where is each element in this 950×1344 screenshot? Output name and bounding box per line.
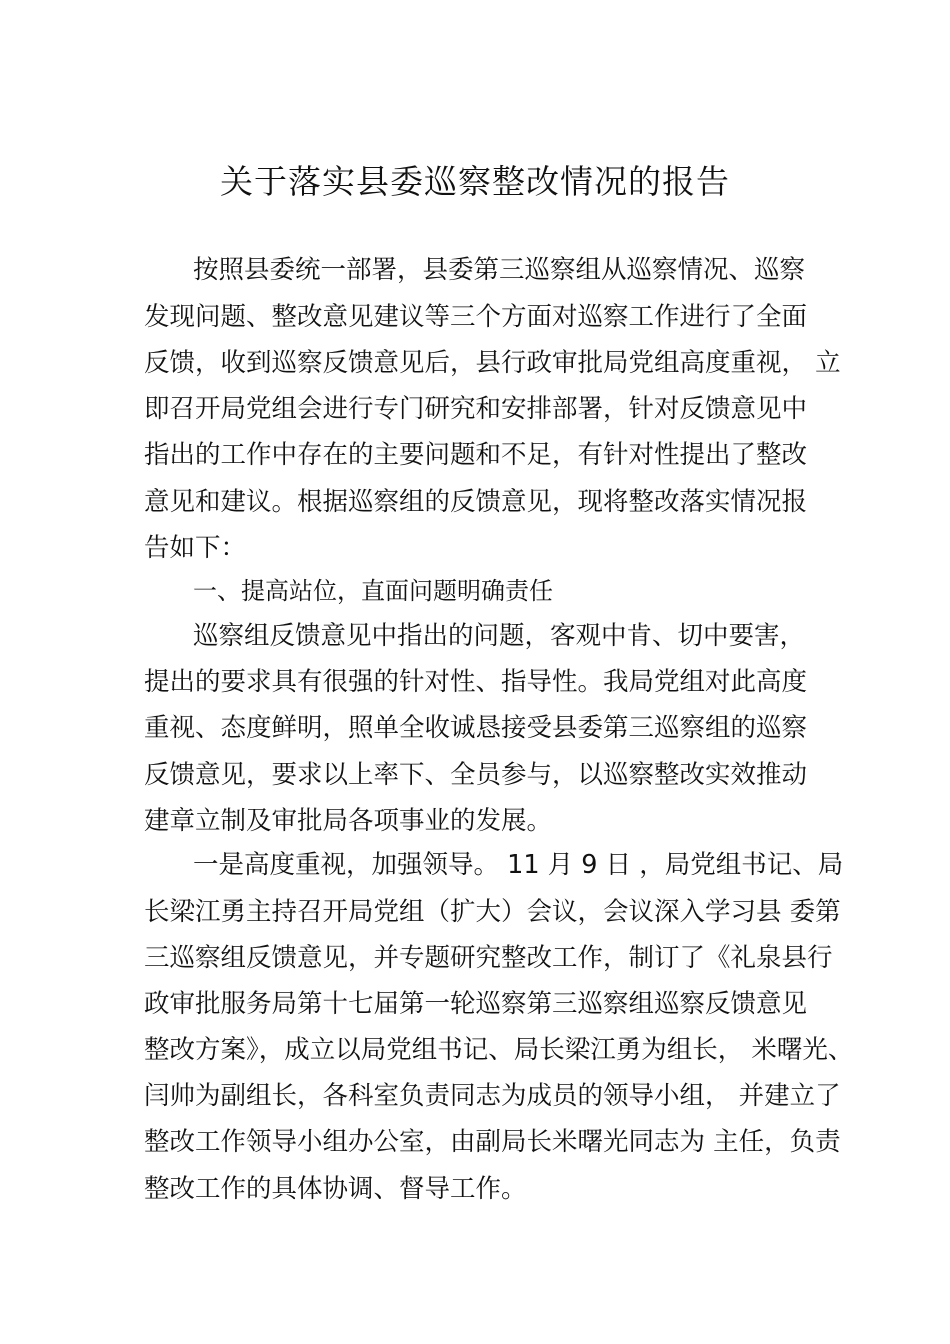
paragraph-line: 告如下： xyxy=(144,533,247,563)
paragraph-line: 提出的要求具有很强的针对性、指导性。我局党组对此高度 xyxy=(144,667,808,697)
paragraph-line: 三巡察组反馈意见，并专题研究整改工作，制订了《礼泉县行 xyxy=(144,943,833,973)
document-title: 关于落实县委巡察整改情况的报告 xyxy=(220,162,730,201)
paragraph-line: 反馈意见，要求以上率下、全员参与，以巡察整改实效推动 xyxy=(144,760,808,790)
paragraph-line: 发现问题、整改意见建议等三个方面对巡察工作进行了全面 xyxy=(144,302,808,332)
paragraph-line: 意见和建议。根据巡察组的反馈意见，现将整改落实情况报 xyxy=(144,487,808,517)
paragraph-line: 政审批服务局第十七届第一轮巡察第三巡察组巡察反馈意见 xyxy=(144,989,808,1019)
paragraph-line: 按照县委统一部署，县委第三巡察组从巡察情况、巡察 xyxy=(193,255,806,285)
paragraph-line: 整改方案》，成立以局党组书记、局长梁江勇为组长， 米曙光、 xyxy=(144,1035,854,1065)
paragraph-line: 整改工作的具体协调、督导工作。 xyxy=(144,1174,527,1204)
paragraph-line: 闫帅为副组长，各科室负责同志为成员的领导小组， 并建立了 xyxy=(144,1081,841,1111)
paragraph-line: 长梁江勇主持召开局党组（扩大）会议，会议深入学习县 委第 xyxy=(144,897,841,927)
paragraph-line: 建章立制及审批局各项事业的发展。 xyxy=(144,806,553,836)
section-heading: 一、提高站位，直面问题明确责任 xyxy=(193,577,553,605)
paragraph-line: 巡察组反馈意见中指出的问题，客观中肯、切中要害， xyxy=(193,621,806,651)
paragraph-line: 重视、态度鲜明，照单全收诚恳接受县委第三巡察组的巡察 xyxy=(144,713,808,743)
paragraph-line: 即召开局党组会进行专门研究和安排部署，针对反馈意见中 xyxy=(144,394,808,424)
paragraph-line: 反馈，收到巡察反馈意见后，县行政审批局党组高度重视， 立 xyxy=(144,348,841,378)
paragraph-line: 一是高度重视，加强领导。 11 月 9 日 ，局党组书记、局 xyxy=(193,850,844,880)
paragraph-line: 整改工作领导小组办公室，由副局长米曙光同志为 主任，负责 xyxy=(144,1127,841,1157)
paragraph-line: 指出的工作中存在的主要问题和不足，有针对性提出了整改 xyxy=(144,440,808,470)
